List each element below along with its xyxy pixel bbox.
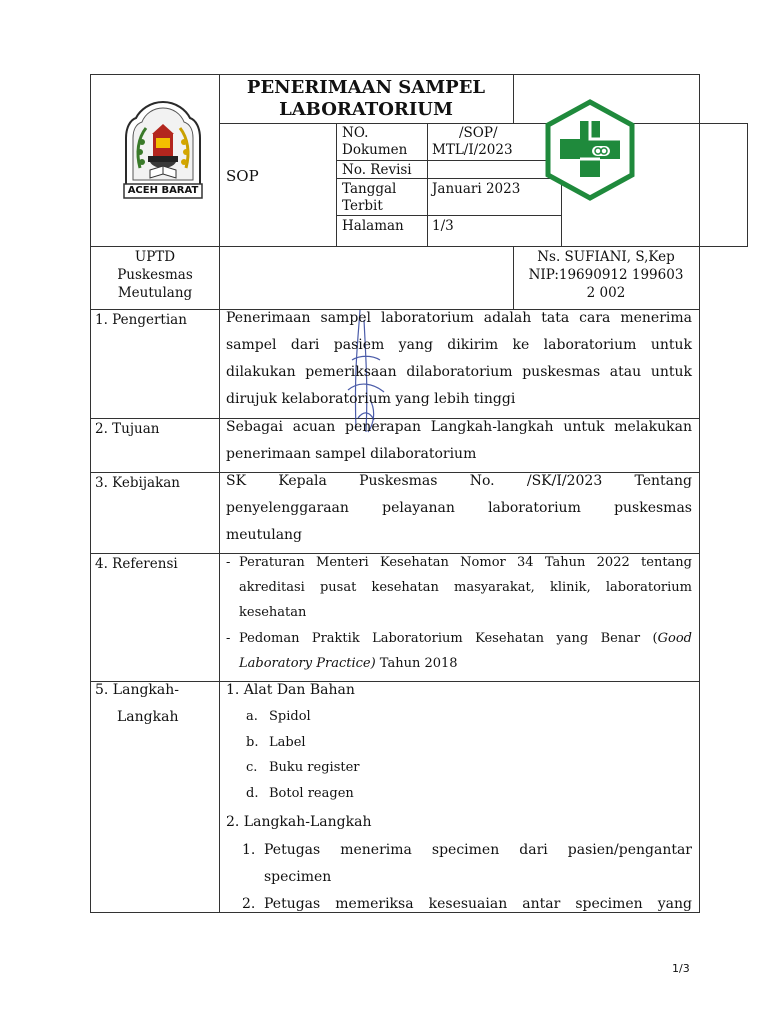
- signatory-name: Ns. SUFIANI, S,Kep: [537, 249, 675, 265]
- title-line-1: PENERIMAAN SAMPEL: [246, 77, 486, 98]
- list-item: b. Label: [246, 734, 306, 750]
- field-tanggal-terbit-label: Tanggal Terbit: [342, 181, 397, 214]
- section-langkah-label: 5. Langkah- Langkah: [95, 682, 180, 725]
- section-pengertian-text: Penerimaan sampel laboratorium adalah tata cara menerima sampel dari pasiem yang dikirim ke laboratorium untuk dilakukan pemeriksaan dilaboratorium puskesmas atau untuk dirujuk kelaboratorium yang lebih tinggi: [226, 310, 692, 407]
- logo-text: ACEH BARAT: [127, 185, 199, 196]
- sop-label: SOP: [226, 167, 259, 185]
- section-tujuan-text: Sebagai acuan penerapan Langkah-langkah untuk melakukan penerimaan sampel dilaboratorium: [226, 419, 692, 462]
- section-tujuan-label: 2. Tujuan: [95, 421, 160, 437]
- section-kebijakan-label: 3. Kebijakan: [95, 475, 181, 491]
- alat-bahan-list: [226, 704, 692, 806]
- section-langkah-content: [226, 677, 692, 918]
- list-item: a. Spidol: [246, 709, 311, 724]
- puskesmas-cross-icon: [544, 99, 636, 201]
- section-kebijakan-text: SK Kepala Puskesmas No. /SK/I/2023 Tentang penyelenggaraan pelayanan laboratorium puskesmas meutulang: [226, 473, 692, 543]
- section-referensi-list: [226, 550, 692, 676]
- field-no-dokumen-label: NO. Dokumen: [342, 125, 408, 158]
- aceh-barat-logo: [120, 98, 206, 202]
- puskesmas-logo: [544, 99, 636, 201]
- list-item: c. Buku register: [246, 760, 360, 775]
- title-line-2: LABORATORIUM: [279, 99, 453, 120]
- referensi-item: - Pedoman Praktik Laboratorium Kesehatan yang Benar (Good Laboratory Practice) Tahun 2018: [226, 631, 692, 671]
- alat-bahan-heading: 1. Alat Dan Bahan: [226, 682, 355, 698]
- field-halaman-value: 1/3: [432, 218, 454, 234]
- document-title: [222, 77, 510, 121]
- referensi-item: - Peraturan Menteri Kesehatan Nomor 34 Tahun 2022 tentang akreditasi pusat kesehatan masyarakat, klinik, laboratorium kesehatan: [226, 555, 692, 620]
- section-referensi-label: 4. Referensi: [95, 556, 178, 572]
- list-item: d. Botol reagen: [246, 785, 354, 801]
- field-halaman-label: Halaman: [342, 218, 404, 234]
- field-no-dokumen-value: /SOP/ MTL/I/2023: [432, 125, 513, 158]
- list-item: 2. Petugas memeriksa kesesuaian antar specimen yang: [242, 896, 692, 912]
- signatory-nip: NIP:19690912 199603: [528, 267, 684, 283]
- page-number: 1/3: [672, 962, 690, 975]
- field-no-revisi-label: No. Revisi: [342, 162, 412, 178]
- section-pengertian-label: 1. Pengertian: [95, 312, 187, 328]
- langkah-steps: [226, 837, 692, 918]
- field-tanggal-terbit-value: Januari 2023: [432, 181, 521, 197]
- org-name: UPTD Puskesmas Meutulang: [117, 249, 193, 301]
- langkah-heading: 2. Langkah-Langkah: [226, 814, 372, 830]
- list-item: 1. Petugas menerima specimen dari pasien/pengantar specimen: [242, 842, 692, 885]
- signatory: Ns. SUFIANI, S,Kep NIP:19690912 199603 2 002: [514, 248, 698, 302]
